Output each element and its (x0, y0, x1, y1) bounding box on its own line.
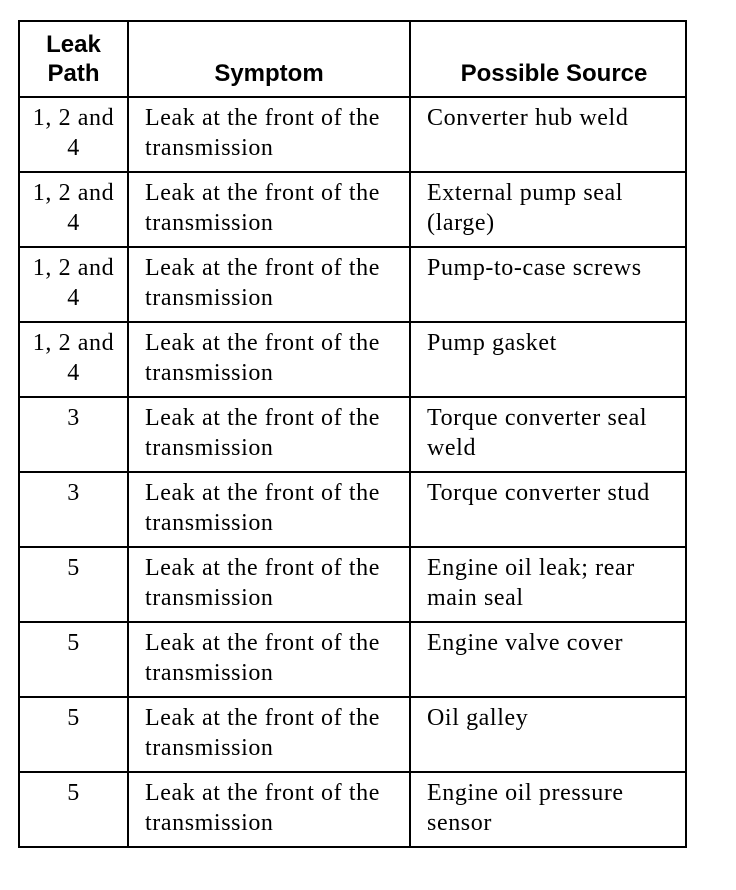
header-possible-source: Possible Source (410, 21, 686, 97)
header-leak-path (19, 21, 128, 97)
possible-source-cell: Pump-to-case screws (410, 247, 686, 322)
leak-path-cell: 5 (19, 772, 128, 847)
leak-diagnosis-table (18, 20, 687, 848)
table-row (19, 247, 686, 322)
table-row (19, 547, 686, 622)
symptom-cell: Leak at the front of the transmission (128, 547, 410, 622)
table-row (19, 322, 686, 397)
possible-source-cell: Engine oil leak; rear main seal (410, 547, 686, 622)
symptom-cell: Leak at the front of the transmission (128, 172, 410, 247)
table-body (19, 97, 686, 847)
symptom-cell: Leak at the front of the transmission (128, 97, 410, 172)
table-header (19, 21, 686, 97)
leak-path-cell: 5 (19, 547, 128, 622)
header-leak-path-line2: Path (47, 60, 100, 87)
possible-source-cell: Converter hub weld (410, 97, 686, 172)
table-row (19, 397, 686, 472)
possible-source-cell: Torque converter stud (410, 472, 686, 547)
table-row (19, 697, 686, 772)
leak-path-cell: 3 (19, 472, 128, 547)
leak-path-cell: 1, 2 and 4 (19, 172, 128, 247)
leak-path-cell: 5 (19, 622, 128, 697)
symptom-cell: Leak at the front of the transmission (128, 622, 410, 697)
symptom-cell: Leak at the front of the transmission (128, 247, 410, 322)
leak-path-cell: 1, 2 and 4 (19, 97, 128, 172)
symptom-cell: Leak at the front of the transmission (128, 772, 410, 847)
table-row (19, 622, 686, 697)
table-row (19, 772, 686, 847)
header-row (19, 21, 686, 97)
table-row (19, 472, 686, 547)
possible-source-cell: Oil galley (410, 697, 686, 772)
leak-path-cell: 5 (19, 697, 128, 772)
symptom-cell: Leak at the front of the transmission (128, 472, 410, 547)
header-leak-path-line1: Leak (46, 31, 101, 58)
possible-source-cell: Engine oil pressure sensor (410, 772, 686, 847)
possible-source-cell: External pump seal (large) (410, 172, 686, 247)
possible-source-cell: Torque converter seal weld (410, 397, 686, 472)
leak-path-cell: 1, 2 and 4 (19, 247, 128, 322)
symptom-cell: Leak at the front of the transmission (128, 697, 410, 772)
possible-source-cell: Pump gasket (410, 322, 686, 397)
table-row (19, 97, 686, 172)
symptom-cell: Leak at the front of the transmission (128, 397, 410, 472)
leak-path-cell: 1, 2 and 4 (19, 322, 128, 397)
header-symptom: Symptom (128, 21, 410, 97)
leak-path-cell: 3 (19, 397, 128, 472)
symptom-cell: Leak at the front of the transmission (128, 322, 410, 397)
table-row (19, 172, 686, 247)
possible-source-cell: Engine valve cover (410, 622, 686, 697)
